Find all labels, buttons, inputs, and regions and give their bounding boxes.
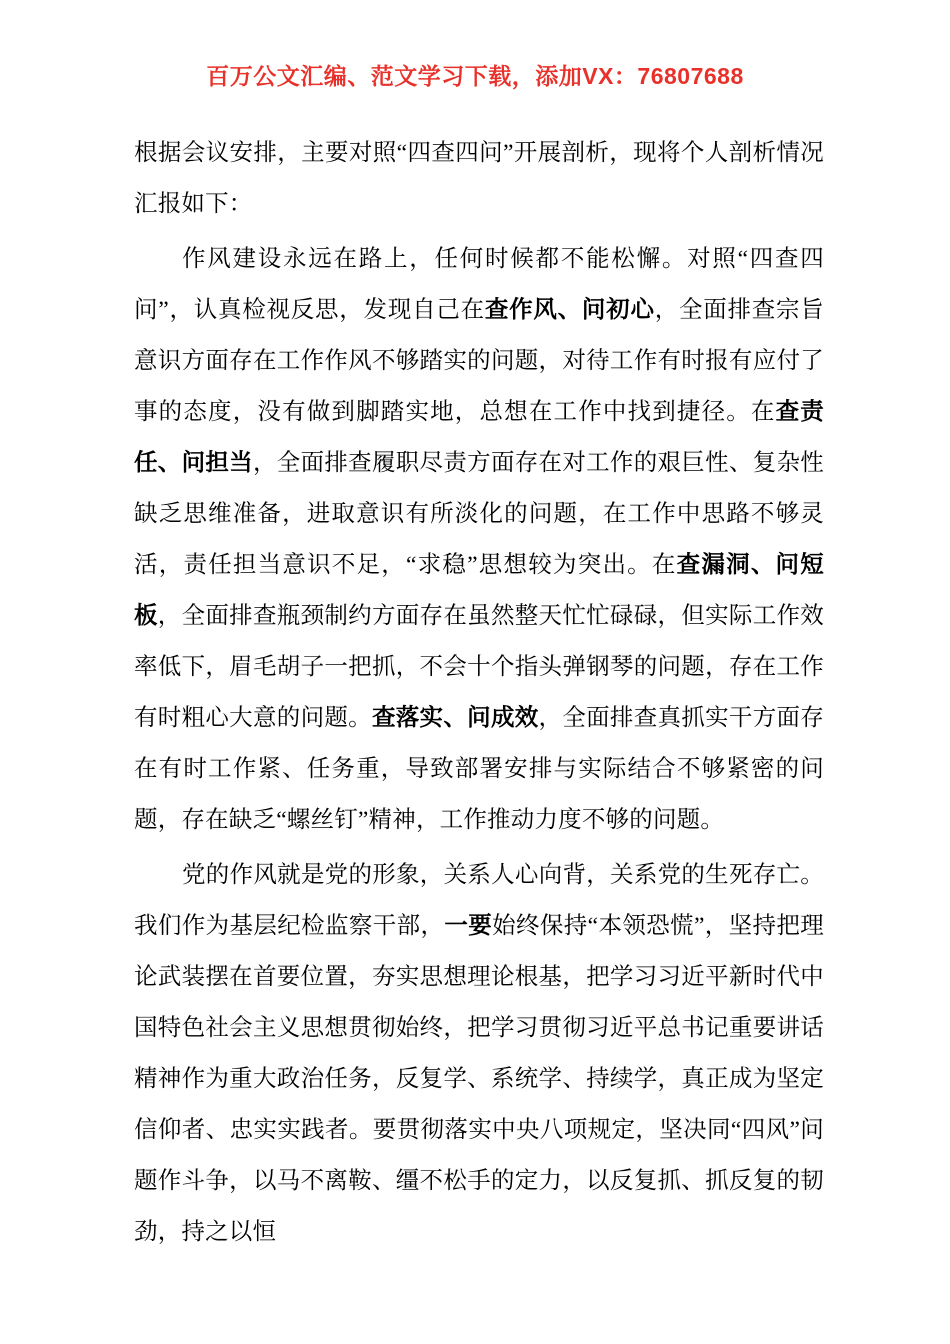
- text-run-2-5: ，全面排查履职尽责方面存在对工作的艰巨性、复杂性缺乏思维准备，进取意识有所淡化的问题，在工作中思路不够灵活，责任担当意识不足，“求稳”思想较为突出。在: [134, 450, 824, 578]
- text-run-2-7: ，全面排查瓶颈制约方面存在虽然整天忙忙碌碌，但实际工作效率低下，眉毛胡子一把抓，不会十个指头弹钢琴的问题，存在工作有时粗心大意的问题。: [134, 603, 824, 731]
- document-body: [134, 128, 824, 1262]
- paragraph-3: [134, 850, 824, 1258]
- text-run-3-1: 党的作风就是党的形象，关系人心向背，关系党的生死存亡。我们作为基层纪检监察干部，: [134, 862, 824, 939]
- emphasis-run-3-2: 一要: [444, 913, 493, 939]
- text-run-3-3: 始终保持“本领恐慌”，坚持把理论武装摆在首要位置，夯实思想理论根基，把学习习近平新时代中国特色社会主义思想贯彻始终，把学习贯彻习近平总书记重要讲话精神作为重大政治任务，反复学、系统学、持续学，真正成为坚定信仰者、忠实实践者。要贯彻落实中央八项规定，坚决同“四风”问题作斗争，以马不离鞍、缰不松手的定力，以反复抓、抓反复的韧劲，持之以恒: [134, 913, 824, 1245]
- emphasis-run-2-4: 查责任、问担当: [134, 399, 825, 476]
- paragraph-2: [134, 234, 824, 846]
- promo-banner: 百万公文汇编、范文学习下载，添加VX：76807688: [206, 63, 744, 89]
- text-run-1-1: 根据会议安排，主要对照“四查四问”开展剖析，现将个人剖析情况汇报如下：: [134, 140, 824, 217]
- emphasis-run-2-6: 查漏洞、问短板: [134, 552, 824, 629]
- paragraph-1: [134, 128, 824, 230]
- text-run-2-3: ，全面排查宗旨意识方面存在工作作风不够踏实的问题，对待工作有时报有应付了事的态度，没有做到脚踏实地，总想在工作中找到捷径。在: [134, 297, 824, 425]
- emphasis-run-2-8: 查落实、问成效: [371, 705, 539, 731]
- text-run-2-9: ，全面排查真抓实干方面存在有时工作紧、任务重，导致部署安排与实际结合不够紧密的问题，存在缺乏“螺丝钉”精神，工作推动力度不够的问题。: [134, 705, 825, 833]
- text-run-2-1: 作风建设永远在路上，任何时候都不能松懈。对照“四查四问”，认真检视反思，发现自己在: [134, 246, 824, 323]
- emphasis-run-2-2: 查作风、问初心: [484, 297, 655, 323]
